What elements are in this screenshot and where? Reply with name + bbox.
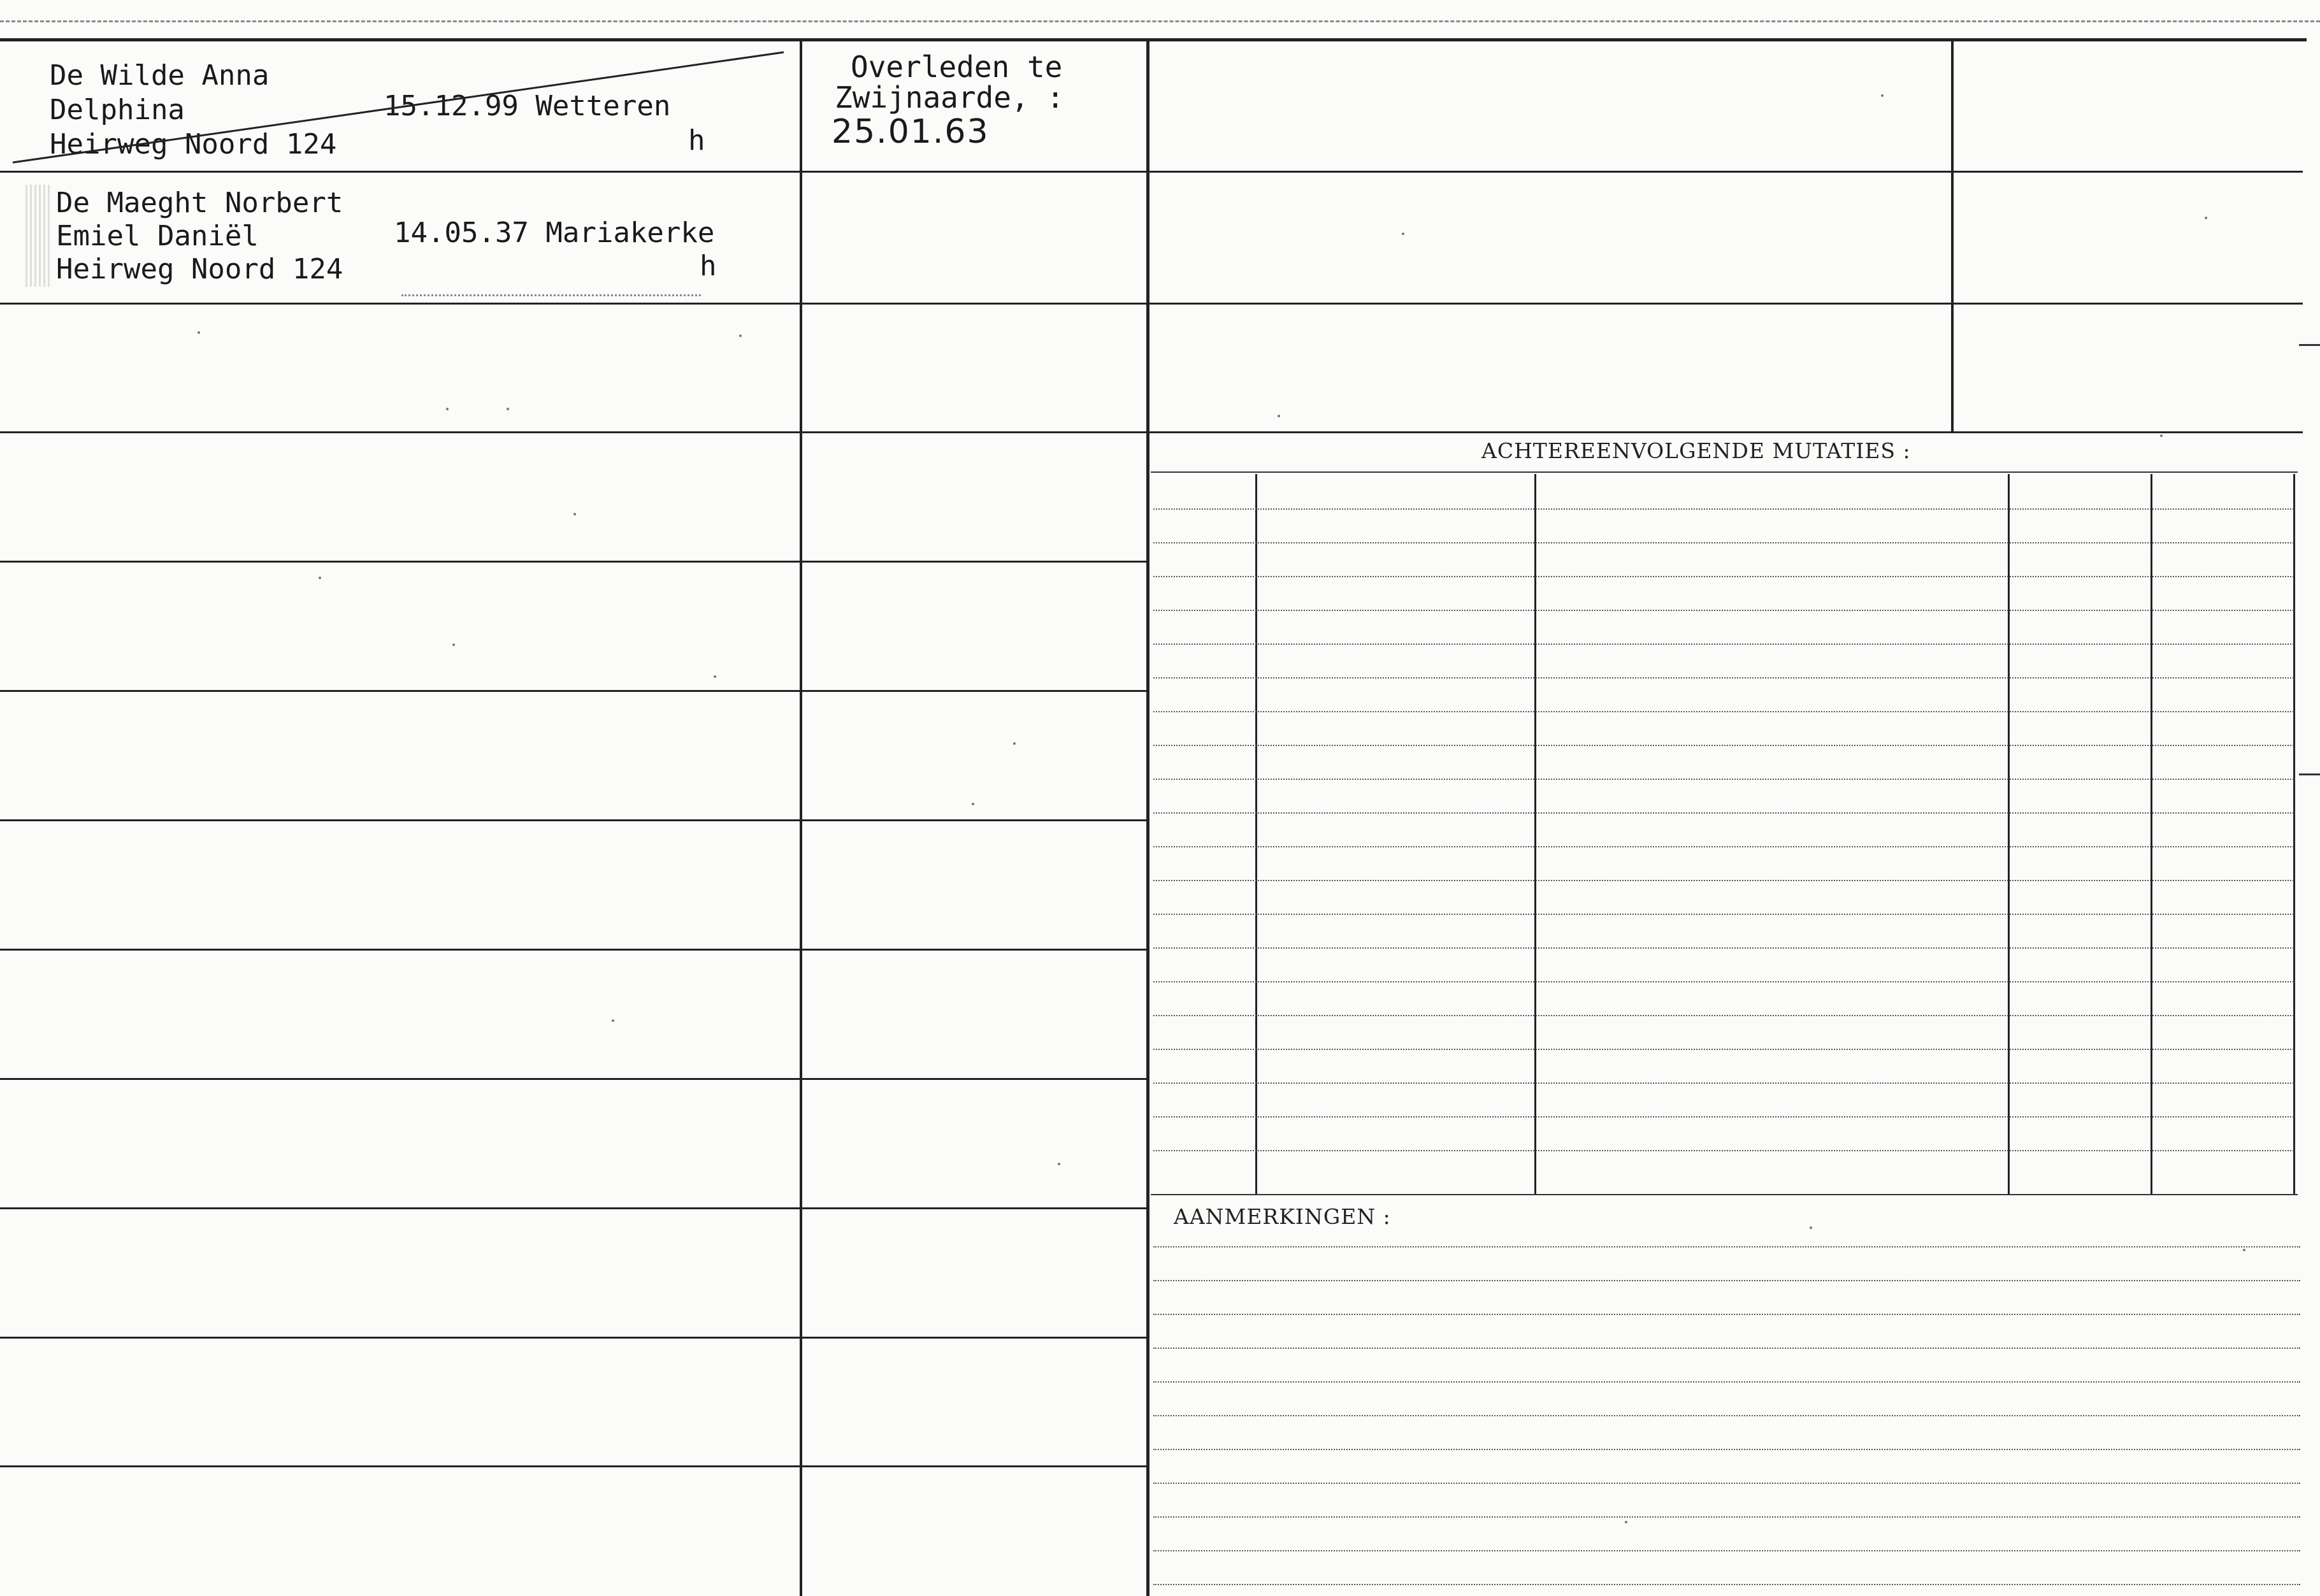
record-2-name-line2: Emiel Daniël — [56, 220, 259, 252]
record-2-code: h — [700, 250, 717, 282]
mutations-col-1 — [1255, 474, 1257, 1194]
mutations-title: ACHTEREENVOLGENDE MUTATIES : — [1481, 438, 1911, 463]
record-2-cutoff-trace — [401, 294, 701, 300]
top-torn-edge — [0, 20, 2320, 26]
record-1-address: Heirweg Noord 124 — [50, 128, 337, 161]
record-1-birth: 15.12.99 Wetteren — [384, 90, 671, 122]
mutations-col-3 — [2008, 474, 2010, 1194]
mutations-col-5 — [2293, 474, 2295, 1194]
mutations-col-4 — [2151, 474, 2152, 1194]
right-row-separator-2 — [1149, 303, 2303, 305]
mutations-table-top — [1151, 471, 2298, 473]
record-2-name-line1: De Maeght Norbert — [56, 187, 343, 219]
record-1-name-line1: De Wilde Anna — [50, 59, 270, 92]
death-note-line2: Zwijnaarde, : — [835, 80, 1065, 115]
record-2-smudge — [25, 185, 52, 287]
right-row-separator-3 — [1149, 431, 2303, 433]
column-divider-2 — [1146, 41, 1149, 1596]
record-1-name-line2: Delphina — [50, 94, 185, 126]
death-note-date: 25.01.63 — [832, 113, 990, 151]
record-2-address: Heirweg Noord 124 — [56, 253, 343, 285]
margin-tick-1 — [2299, 344, 2320, 346]
record-1-strikethrough — [0, 38, 803, 172]
mutations-col-2 — [1534, 474, 1536, 1194]
remarks-title: AANMERKINGEN : — [1174, 1204, 1391, 1229]
record-1-code: h — [688, 124, 705, 157]
margin-tick-2 — [2299, 773, 2320, 775]
death-note-line1: Overleden te — [851, 50, 1063, 84]
right-row-separator-1 — [1149, 171, 2303, 173]
column-divider-3 — [1951, 41, 1954, 431]
record-2-birth: 14.05.37 Mariakerke — [394, 217, 715, 249]
column-divider-1 — [800, 41, 802, 1596]
mutations-table-bottom — [1151, 1194, 2298, 1195]
